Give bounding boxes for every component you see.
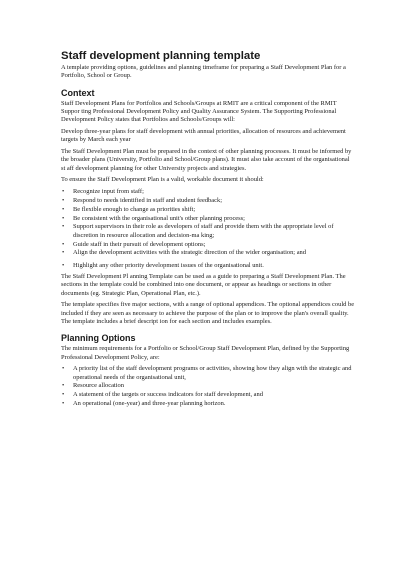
planning-paragraph: The minimum requirements for a Portfolio or School/Group Staff Development Plan, defined by the Supporting Professional Development Policy, are:: [61, 345, 350, 361]
context-paragraph: The Staff Development Plan must be prepared in the context of other planning processes. It must be informed by the broader plans (University, Portfolio and School/Group plans). It must also take account of the organisational st aff development planning for other University projects and strategies.: [61, 148, 352, 172]
bullet-icon: •: [62, 261, 65, 269]
list-item: • Recognize input from staff;: [62, 188, 144, 196]
bullet-icon: •: [62, 240, 65, 248]
list-item: • Highlight any other priority development issues of the organisational unit.: [62, 261, 264, 269]
context-paragraph: Develop three-year plans for staff development with annual priorities, allocation of resources and achievement targets by March each year: [61, 127, 346, 144]
list-item: • Align the development activities with the strategic direction of the wider organisation; and: [62, 249, 306, 257]
bullet-icon: •: [62, 249, 65, 257]
list-item: • Guide staff in their pursuit of development options;: [62, 240, 206, 248]
context-heading: Context: [61, 87, 95, 98]
context-paragraph: The template specifies five major sections, with a range of optional appendices. The optional appendices could be included if they are seen as necessary to achieve the purpose of the plan or to improve the plan's overall quality. The template includes a brief descript ion for each section and includes examples.: [61, 301, 355, 325]
bullet-icon: •: [62, 391, 65, 399]
context-paragraph: To ensure the Staff Development Plan is a valid, workable document it should:: [61, 176, 264, 184]
planning-options-heading: Planning Options: [61, 333, 136, 344]
list-item: • A statement of the targets or success indicators for staff development, and: [62, 391, 263, 399]
context-paragraph: Staff Development Plans for Portfolios and Schools/Groups at RMIT are a critical component of the RMIT Suppor ting Professional Development Policy and Quality Assurance System. The Supporting Professional Development Policy states that Portfolios and Schools/Groups will:: [61, 99, 337, 124]
bullet-icon: •: [62, 188, 65, 196]
page-title: Staff development planning template: [61, 50, 261, 62]
intro-paragraph: A template providing options, guidelines and planning timeframe for preparing a Staff Development Plan for a Portfolio, School or Group.: [61, 64, 346, 80]
bullet-icon: •: [62, 197, 65, 205]
context-paragraph: The Staff Development Pl anning Template can be used as a guide to preparing a Staff Development Plan. The sections in the template could be combined into one document, or appear as headings or sections in other documents (eg. Strategic Plan, Operational Plan, etc.).: [61, 272, 346, 297]
planning-bullet-list: [61, 365, 355, 408]
list-item: • Be flexible enough to change as priorities shift;: [62, 205, 196, 213]
list-item: • An operational (one-year) and three-year planning horizon.: [62, 400, 226, 407]
bullet-icon: •: [62, 365, 65, 373]
list-item: • Resource allocation: [62, 382, 124, 390]
bullet-icon: •: [62, 205, 65, 213]
bullet-icon: •: [62, 223, 65, 231]
list-item: • Support supervisors in their role as developers of staff and provide them with the appropriate level of discretion in resource allocation and decision-ma king;: [62, 223, 334, 239]
bullet-icon: •: [62, 214, 65, 222]
list-item: • A priority list of the staff development programs or activities, showing how they align with the strategic and operational needs of the organisational unit,: [62, 365, 352, 381]
context-bullet-list: [61, 188, 355, 270]
bullet-icon: •: [62, 382, 65, 390]
list-item: • Respond to needs identified in staff and student feedback;: [62, 197, 222, 205]
bullet-icon: •: [62, 400, 65, 407]
list-item: • Be consistent with the organisational unit's other planning process;: [62, 214, 245, 222]
